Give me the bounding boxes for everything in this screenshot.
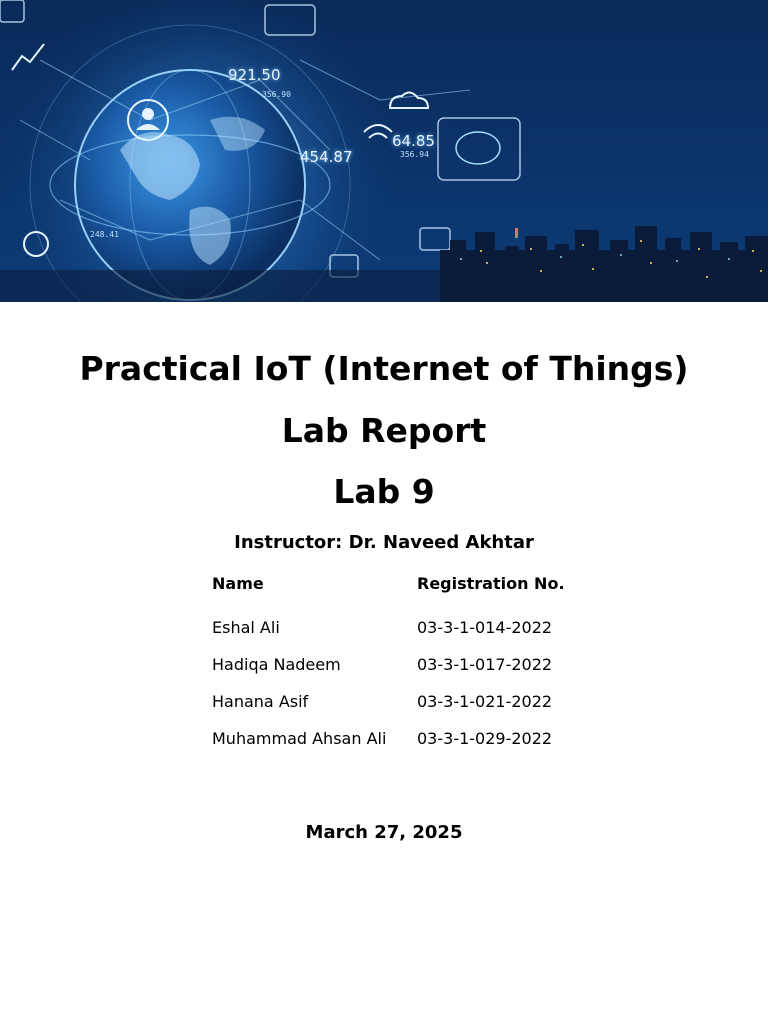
- table-row: [212, 609, 612, 646]
- header-registration: Registration No.: [417, 573, 565, 593]
- table-row: [212, 720, 612, 757]
- iot-globe-illustration: [0, 0, 768, 302]
- hud-readout-248: 248.41: [90, 230, 119, 239]
- hud-readout-356-90: 356.90: [262, 90, 291, 99]
- member-name: Muhammad Ahsan Ali: [212, 729, 387, 748]
- hud-readout-356-94: 356.94: [400, 150, 429, 159]
- table-row: [212, 683, 612, 720]
- instructor-line: Instructor: Dr. Naveed Akhtar: [234, 532, 534, 553]
- member-registration: 03-3-1-029-2022: [417, 729, 553, 748]
- member-registration: 03-3-1-021-2022: [417, 692, 553, 711]
- report-title-lab-number: Lab 9: [333, 472, 435, 511]
- cover-banner-image: [0, 0, 768, 302]
- member-name: Eshal Ali: [212, 618, 280, 637]
- hud-readout-921: 921.50: [228, 66, 281, 84]
- member-registration: 03-3-1-017-2022: [417, 655, 553, 674]
- report-title-course: Practical IoT (Internet of Things): [79, 349, 689, 388]
- member-registration: 03-3-1-014-2022: [417, 618, 553, 637]
- report-title-type: Lab Report: [281, 411, 487, 450]
- member-name: Hadiqa Nadeem: [212, 655, 341, 674]
- header-name: Name: [212, 573, 264, 593]
- members-table-header: [212, 572, 612, 594]
- members-table: [212, 572, 612, 757]
- member-name: Hanana Asif: [212, 692, 309, 711]
- table-row: [212, 646, 612, 683]
- hud-readout-454: 454.87: [300, 148, 353, 166]
- hud-readout-64: 64.85: [392, 132, 435, 150]
- report-date: March 27, 2025: [305, 822, 463, 843]
